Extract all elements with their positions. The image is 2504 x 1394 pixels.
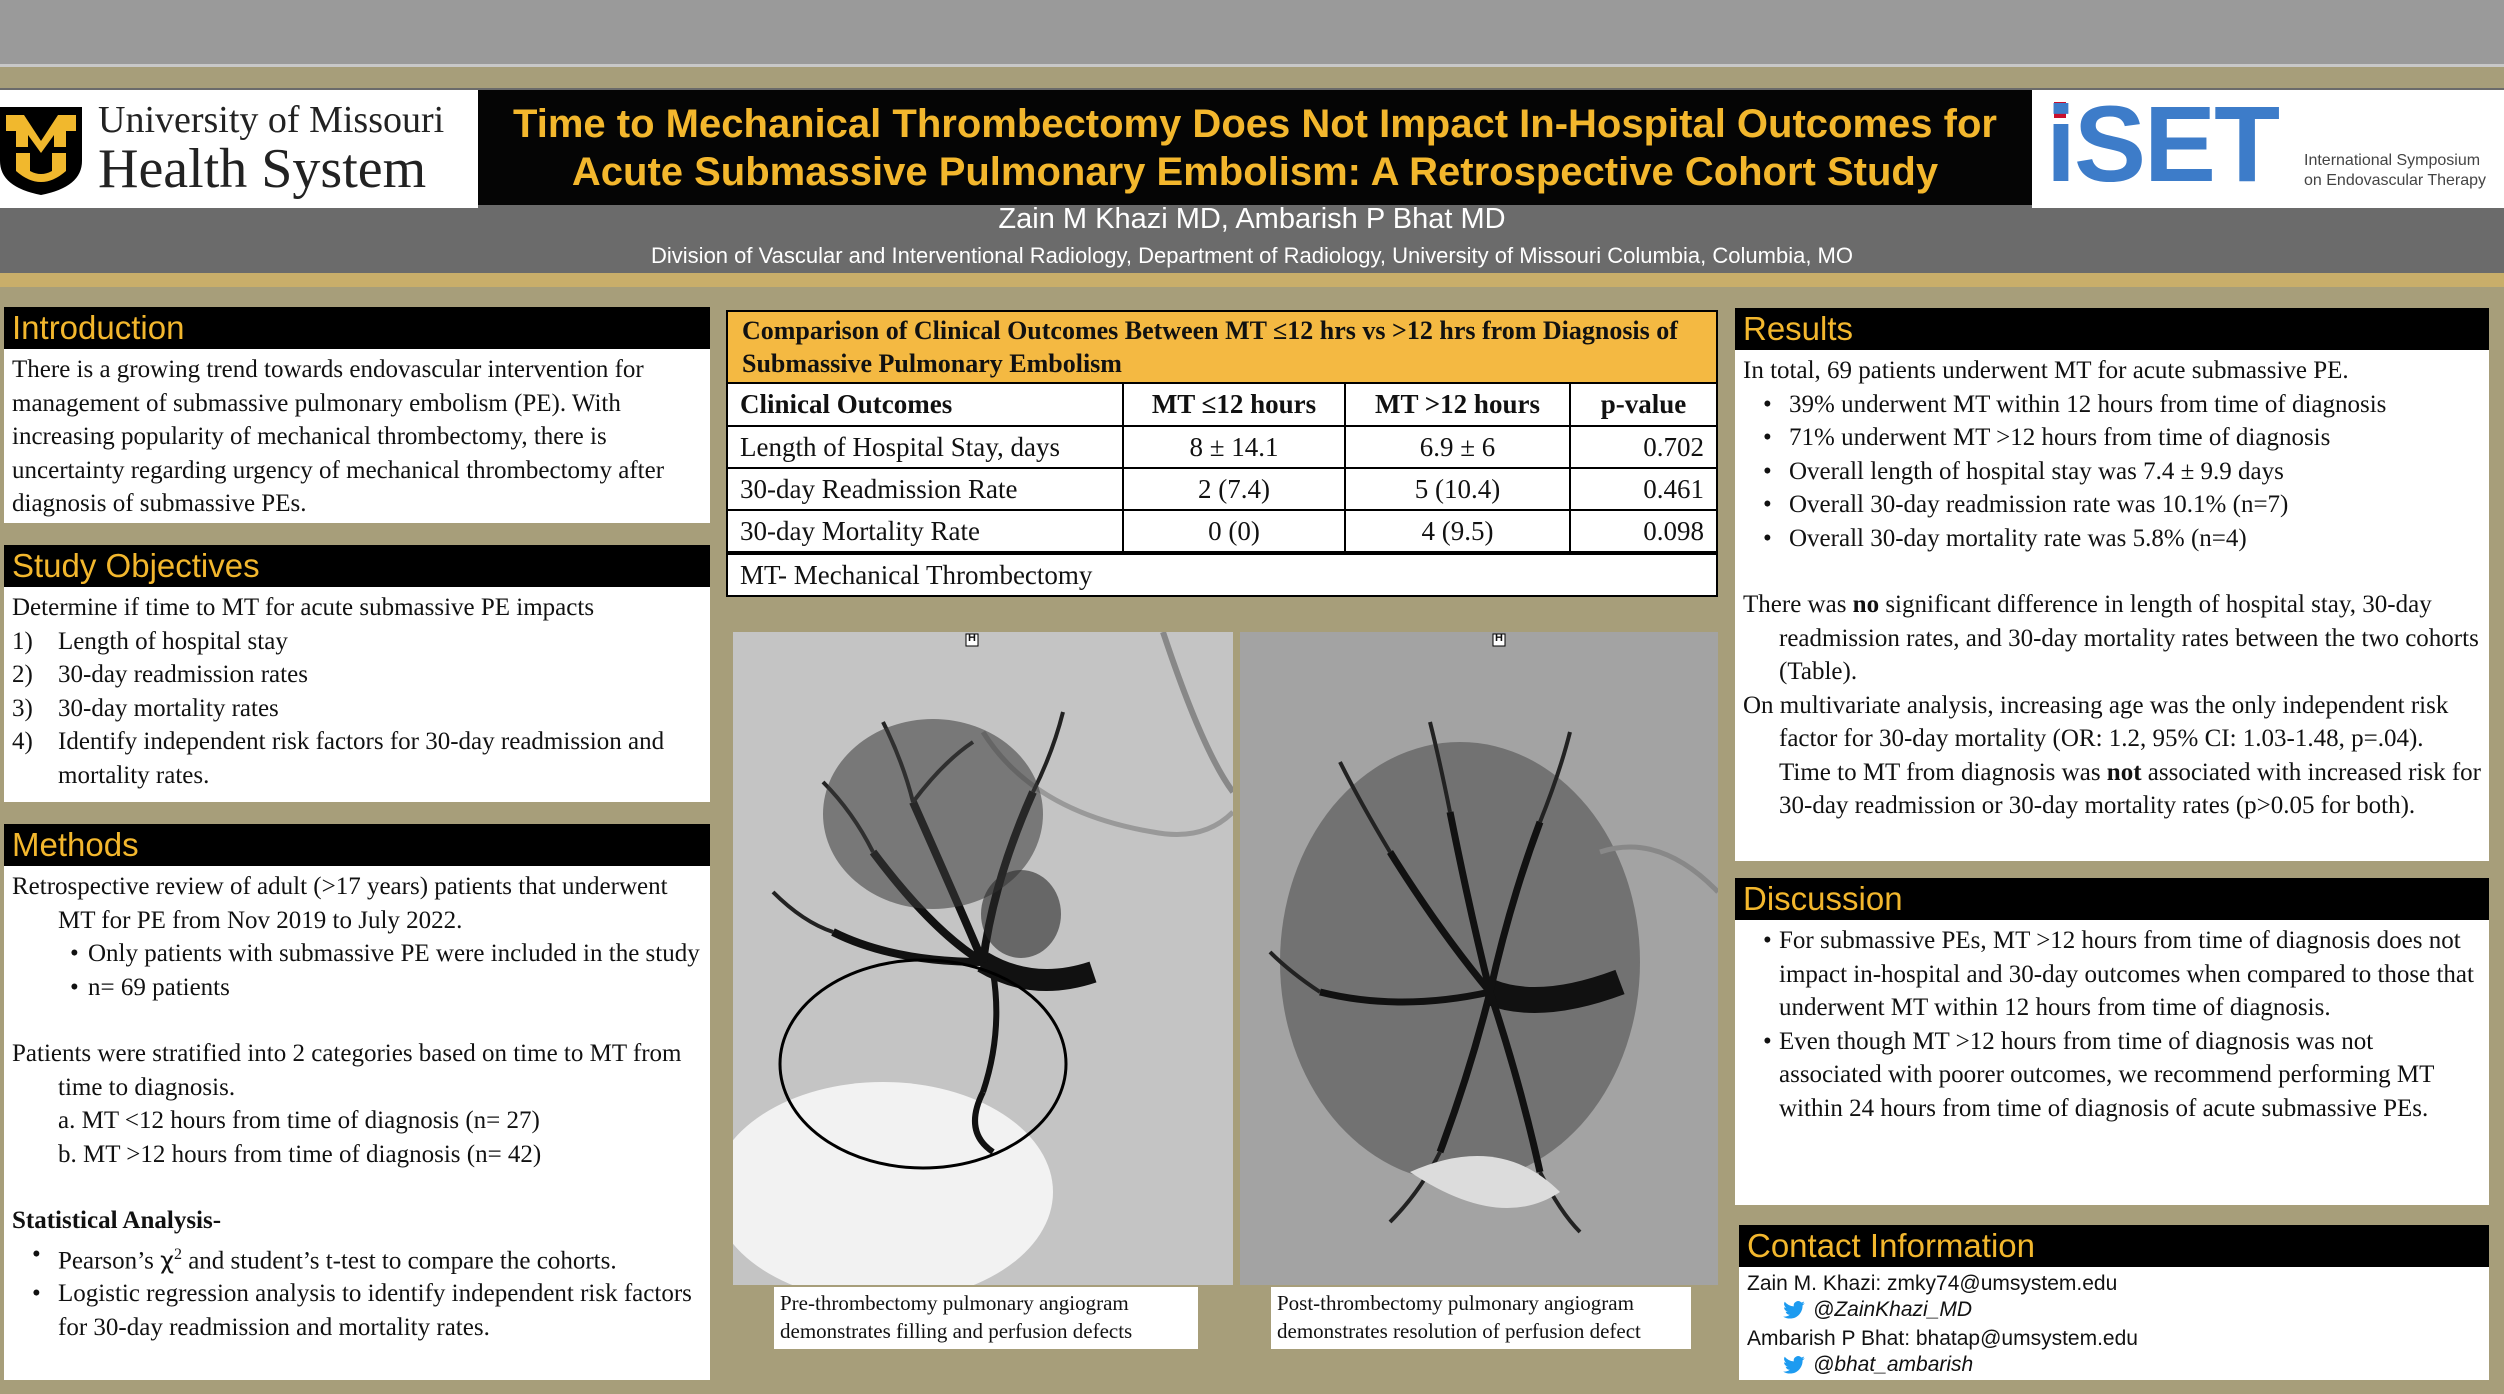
twitter-bird-icon [1783, 1301, 1805, 1319]
title-line-1: Time to Mechanical Thrombectomy Does Not Impact In-Hospital Outcomes for [513, 102, 1997, 146]
introduction-section [4, 307, 710, 523]
table-header: MT ≤12 hours [1123, 384, 1345, 426]
table-cell: 30-day Readmission Rate [728, 468, 1123, 510]
contact-heading: Contact Information [1739, 1225, 2489, 1267]
pre-thrombectomy-angiogram [733, 632, 1233, 1285]
contact-section [1739, 1225, 2489, 1380]
poster-title [480, 100, 2030, 196]
methods-paragraph: Patients were stratified into 2 categories based on time to MT from time to diagnosis. [12, 1040, 682, 1101]
iset-tagline-2: on Endovascular Therapy [2304, 172, 2487, 189]
contact-email-khazi[interactable]: Zain M. Khazi: zmky74@umsystem.edu [1747, 1272, 2118, 1295]
methods-category-a: a. MT <12 hours from time of diagnosis (n= 27) [58, 1107, 540, 1134]
table-footnote: MT- Mechanical Thrombectomy [728, 553, 1716, 595]
iset-logo-text: iSET [2046, 83, 2279, 204]
table-row [728, 426, 1716, 468]
results-intro: In total, 69 patients underwent MT for acute submassive PE. [1743, 357, 2349, 384]
table-cell: 6.9 ± 6 [1345, 426, 1570, 468]
top-gray-band [0, 0, 2504, 66]
table-header: Clinical Outcomes [728, 384, 1123, 426]
discussion-heading: Discussion [1735, 878, 2489, 920]
logo-university-text: University of Missouri [98, 99, 445, 141]
table-row [728, 510, 1716, 552]
statistical-analysis-heading: Statistical Analysis- [12, 1207, 222, 1234]
iset-logo [2032, 83, 2504, 208]
objective-item: 3) 30-day mortality rates [12, 694, 279, 722]
image-marker: H [1495, 632, 1503, 644]
table-cell: 0 (0) [1123, 510, 1345, 552]
methods-bullet: • n= 69 patients [12, 971, 702, 1005]
authors: Zain M Khazi MD, Ambarish P Bhat MD [998, 203, 1506, 235]
objective-item: 4) Identify independent risk factors for 30-day readmission and mortality rates. [12, 728, 665, 789]
table-cell: 30-day Mortality Rate [728, 510, 1123, 552]
results-paragraph: On multivariate analysis, increasing age was the only independent risk factor for 30-day mortality (OR: 1.2, 95% CI: 1.03-1.48, p=.04). Time to MT from diagnosis was not associated with increased risk for 30-day readmission or 30-day mortality rates (p>0.05 for both). [1743, 691, 2481, 819]
methods-heading: Methods [4, 824, 710, 866]
top-divider [0, 64, 2504, 67]
image-marker: H [968, 632, 976, 644]
logo-health-system-text: Health System [98, 138, 427, 200]
table-header-row [728, 384, 1716, 426]
table-header: MT >12 hours [1345, 384, 1570, 426]
objective-item: 1) Length of hospital stay [12, 627, 288, 655]
table-caption: Comparison of Clinical Outcomes Between MT ≤12 hrs vs >12 hrs from Diagnosis of Submassive Pulmonary Embolism [728, 312, 1716, 384]
outcomes-table [726, 310, 1718, 597]
post-angiogram-graphic [1240, 632, 1718, 1285]
university-logo [0, 90, 478, 208]
results-paragraph: There was no significant difference in length of hospital stay, 30-day readmission rates, and 30-day mortality rates between the two cohorts (Table). [1743, 591, 2479, 685]
introduction-heading: Introduction [4, 307, 710, 349]
affiliation: Division of Vascular and Interventional Radiology, Department of Radiology, University of Missouri Columbia, Columbia, MO [651, 243, 1853, 268]
pre-angiogram-graphic [733, 632, 1233, 1285]
objective-item: 2) 30-day readmission rates [12, 661, 308, 688]
introduction-text: There is a growing trend towards endovascular intervention for management of submassive pulmonary embolism (PE). With increasing popularity of mechanical thrombectomy, there is uncertainty regarding urgency of mechanical thrombectomy after diagnosis of submassive PEs. [12, 356, 665, 517]
discussion-section [1735, 878, 2489, 1205]
stat-bullet: • Pearson’s $\chi^2$ and student’s t-test to compare the cohorts. [12, 1238, 702, 1278]
objectives-intro: Determine if time to MT for acute submassive PE impacts [12, 594, 595, 621]
methods-section [4, 824, 710, 1380]
table-cell: 0.702 [1570, 426, 1716, 468]
post-thrombectomy-angiogram [1240, 632, 1718, 1285]
table-cell: 2 (7.4) [1123, 468, 1345, 510]
results-bullet: • Overall 30-day mortality rate was 5.8% (n=4) [1743, 522, 2481, 556]
objectives-section [4, 545, 710, 802]
table-cell: 0.461 [1570, 468, 1716, 510]
iset-tagline-1: International Symposium [2304, 152, 2481, 169]
twitter-handle-khazi[interactable]: @ZainKhazi_MD [1747, 1297, 1972, 1323]
table-row [728, 468, 1716, 510]
stat-bullet: • Logistic regression analysis to identify independent risk factors for 30-day readmission and mortality rates. [12, 1277, 702, 1344]
gold-divider [0, 273, 2504, 287]
objectives-heading: Study Objectives [4, 545, 710, 587]
post-image-caption: Post-thrombectomy pulmonary angiogram demonstrates resolution of perfusion defect [1271, 1287, 1691, 1349]
discussion-bullet: • For submassive PEs, MT >12 hours from time of diagnosis does not impact in-hospital and 30-day outcomes when compared to those that underwent MT within 12 hours from time of diagnosis. [1743, 924, 2481, 1025]
table-cell: 5 (10.4) [1345, 468, 1570, 510]
methods-bullet: • Only patients with submassive PE were included in the study [12, 937, 702, 971]
results-section [1735, 308, 2489, 861]
results-heading: Results [1735, 308, 2489, 350]
methods-category-b: b. MT >12 hours from time of diagnosis (n= 42) [58, 1140, 542, 1168]
results-bullet: • 71% underwent MT >12 hours from time of diagnosis [1743, 421, 2481, 455]
results-bullet: • Overall length of hospital stay was 7.4 ± 9.9 days [1743, 455, 2481, 489]
mu-shield-icon [0, 103, 82, 195]
title-line-2: Acute Submassive Pulmonary Embolism: A Retrospective Cohort Study [571, 150, 1939, 194]
discussion-bullet: • Even though MT >12 hours from time of diagnosis was not associated with poorer outcomes, we recommend performing MT within 24 hours from time of diagnosis of acute submassive PEs. [1743, 1025, 2481, 1126]
twitter-handle-bhat[interactable]: @bhat_ambarish [1747, 1352, 1973, 1378]
table-cell: 8 ± 14.1 [1123, 426, 1345, 468]
pre-image-caption: Pre-thrombectomy pulmonary angiogram demonstrates filling and perfusion defects [774, 1287, 1198, 1349]
table-header: p-value [1570, 384, 1716, 426]
table-cell: 0.098 [1570, 510, 1716, 552]
table-cell: 4 (9.5) [1345, 510, 1570, 552]
twitter-bird-icon [1783, 1356, 1805, 1374]
table-cell: Length of Hospital Stay, days [728, 426, 1123, 468]
results-bullet: • 39% underwent MT within 12 hours from time of diagnosis [1743, 388, 2481, 422]
contact-email-bhat[interactable]: Ambarish P Bhat: bhatap@umsystem.edu [1747, 1327, 2138, 1350]
results-bullet: • Overall 30-day readmission rate was 10.1% (n=7) [1743, 488, 2481, 522]
methods-paragraph: Retrospective review of adult (>17 years) patients that underwent MT for PE from Nov 2019 to July 2022. [12, 873, 668, 934]
